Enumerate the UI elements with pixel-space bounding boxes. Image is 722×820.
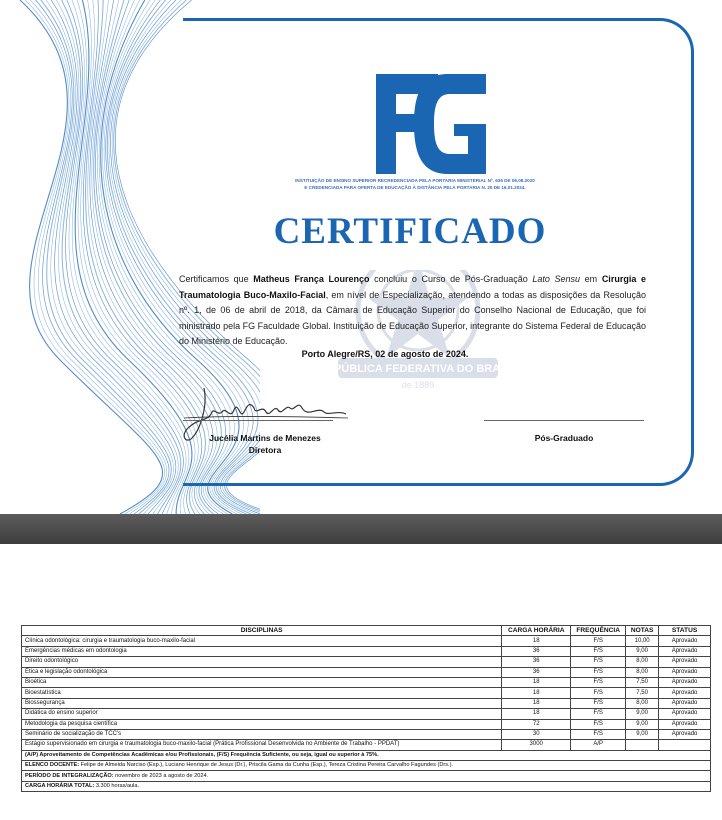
body-part-3: em [584,274,598,284]
institution-line-1: INSTITUIÇÃO DE ENSINO SUPERIOR RECREDENCIADA PELA PORTARIA MINISTERIAL Nº. 636 DE 06.08.2020 [295,178,535,183]
cell-grade: 9,00 [626,646,659,656]
cell-discipline: Seminário de socialização de TCC's [22,729,502,739]
cell-frequency: F/S [571,698,626,708]
cell-frequency: F/S [571,688,626,698]
cell-grade [626,740,659,750]
cell-status: Aprovado [659,729,711,739]
cell-grade: 9,00 [626,729,659,739]
wave-line [66,0,184,514]
total-value: 3.300 horas/aula. [95,783,140,790]
wave-line [20,0,163,514]
course-name: Cirurgia e Traumatologia Buco-Maxilo-Facial [179,274,646,300]
header-status: STATUS [659,626,711,636]
wave-line [75,0,192,514]
faculty-label: ELENCO DOCENTE: [25,762,80,769]
body-part-2: concluiu o Curso de Pós-Graduação [374,274,528,284]
cell-frequency: F/S [571,636,626,646]
cell-discipline: Bioestatística [22,688,502,698]
cell-frequency: F/S [571,646,626,656]
header-notas: NOTAS [626,626,659,636]
cell-frequency: F/S [571,719,626,729]
cell-status: Aprovado [659,677,711,687]
cell-hours: 18 [502,636,571,646]
body-part-4: , em nível de Especialização, atendendo a todas as disposições da Resolução nº. 1, de 06 de abril de 2018, da Câmara de Educação Superior do Conselho Nacional de Educação, que foi ministrado pela FG Faculdade Global. Instituição de Educação Superior, integrante do Sistema Federal de Educação do Ministério de Educação. [179,289,646,346]
cell-status: Aprovado [659,709,711,719]
cell-discipline: Direito odontológico [22,657,502,667]
table-row [22,729,711,739]
cell-grade: 8,00 [626,667,659,677]
cell-hours: 72 [502,719,571,729]
institution-line-2: E CREDENCIADA PARA OFERTA DE EDUCAÇÃO À DISTÂNCIA PELA PORTARIA N. 20 DE 16.01.2024. [304,185,526,190]
wave-line [72,0,189,514]
table-row [22,740,711,750]
cell-discipline: Estágio supervisionado em cirurgia e traumatologia buco-maxilo-facial (Prática Profissional Desenvolvida no Ambiente de Trabalho - PPDAT) [22,740,502,750]
cell-hours: 18 [502,688,571,698]
signer-block [183,432,347,456]
cell-frequency: F/S [571,667,626,677]
cell-discipline: Emergências médicas em odontologia [22,646,502,656]
cell-discipline: Clínica odontológica: cirurgia e traumatologia buco-maxilo-facial [22,636,502,646]
cell-status: Aprovado [659,636,711,646]
cell-grade: 9,00 [626,709,659,719]
cell-frequency: F/S [571,729,626,739]
table-row [22,688,711,698]
table-row [22,709,711,719]
page-separator [0,514,722,544]
header-carga-horaria: CARGA HORÁRIA [502,626,571,636]
seal-year: de 1889 [401,380,435,390]
cell-discipline: Biossegurança [22,698,502,708]
cell-hours: 18 [502,698,571,708]
cell-discipline: Didática do ensino superior [22,709,502,719]
header-frequencia: FREQUÊNCIA [571,626,626,636]
cell-grade: 8,00 [626,657,659,667]
table-row [22,667,711,677]
cell-status [659,740,711,750]
table-row [22,636,711,646]
cell-status: Aprovado [659,719,711,729]
cell-status: Aprovado [659,688,711,698]
cell-hours: 18 [502,709,571,719]
total-label: CARGA HORÁRIA TOTAL: [25,783,95,790]
cell-status: Aprovado [659,657,711,667]
signer-role: Diretora [248,445,282,455]
cell-grade: 10,00 [626,636,659,646]
cell-grade: 8,00 [626,698,659,708]
signature-line-right [484,420,644,421]
fg-logo [376,74,488,174]
table-row [22,657,711,667]
signature-line-left [183,420,333,421]
cell-frequency: F/S [571,677,626,687]
certificate-title: CERTIFICADO [273,211,547,252]
table-row [22,646,711,656]
cell-grade: 7,50 [626,677,659,687]
header-disciplinas: DISCIPLINAS [22,626,502,636]
body-part-1: Certificamos que [179,274,249,284]
cell-status: Aprovado [659,646,711,656]
cell-status: Aprovado [659,698,711,708]
cell-hours: 36 [502,657,571,667]
table-header-row [22,626,711,636]
legend-row [22,750,711,760]
total-row [22,781,711,791]
transcript-rows [22,636,711,750]
faculty-list: Felipe de Almeida Narciso (Esp.), Luciano Henrique de Jesus (Dr.), Priscila Gama da Cunha (Esp.), Tereza Cristina Pereira Carvalho Fagundes (Drs.). [80,762,453,769]
cell-status: Aprovado [659,667,711,677]
cell-grade: 9,00 [626,719,659,729]
student-name: Matheus França Lourenço [253,274,370,284]
faculty-row [22,761,711,771]
cell-discipline: Metodologia da pesquisa científica [22,719,502,729]
seal-text: REPÚBLICA FEDERATIVA DO BRASIL [318,363,518,375]
certificate-body [179,272,646,350]
cell-frequency: F/S [571,657,626,667]
place-date: Porto Alegre/RS, 02 de agosto de 2024. [301,349,469,359]
cell-hours: 3000 [502,740,571,750]
transcript-table [21,625,711,792]
period-value: novembro de 2023 a agosto de 2024. [115,772,209,779]
cell-frequency: F/S [571,709,626,719]
period-row [22,771,711,781]
lato-sensu: Lato Sensu [532,274,581,284]
cell-hours: 18 [502,677,571,687]
cell-hours: 36 [502,646,571,656]
table-row [22,719,711,729]
cell-discipline: Ética e legislação odontológica [22,667,502,677]
signer-name: Jucélia Martins de Menezes [209,433,321,443]
period-label: PERÍODO DE INTEGRALIZAÇÃO: [25,772,114,779]
cell-hours: 30 [502,729,571,739]
legend-text: (A/P) Aproveitamento de Competências Acadêmicas e/ou Profissionais, (F/S) Frequência Suficiente, ou seja, igual ou superior à 75%. [25,751,379,758]
cell-grade: 7,50 [626,688,659,698]
cell-discipline: Bioética [22,677,502,687]
table-row [22,677,711,687]
cell-hours: 36 [502,667,571,677]
table-row [22,698,711,708]
graduate-label: Pós-Graduado [534,433,594,443]
cell-frequency: A/P [571,740,626,750]
